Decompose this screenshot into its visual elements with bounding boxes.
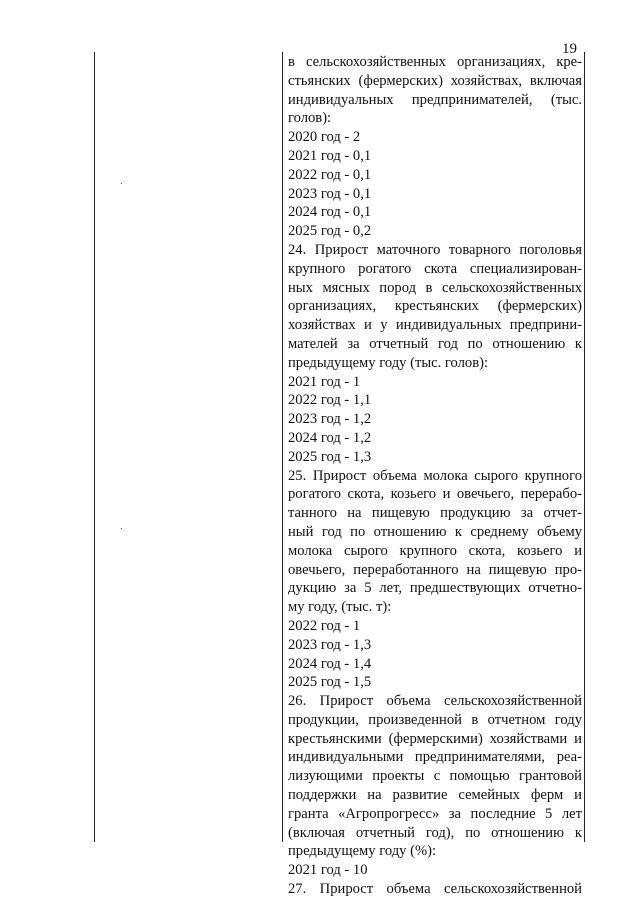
text-line: мателей за отчетный год по отношению к xyxy=(288,335,582,352)
text-line: крестьянскими (фермерскими) хозяйствами и xyxy=(288,730,582,747)
indicator-text-column xyxy=(288,53,582,899)
text-line: 2022 год - 1,1 xyxy=(288,392,372,409)
text-line: ный год по отношению к среднему объему xyxy=(288,523,582,540)
text-line: 2025 год - 0,2 xyxy=(288,223,372,240)
text-line: 2021 год - 0,1 xyxy=(288,147,372,164)
table-border-right xyxy=(584,52,585,842)
text-line: крупного рогатого скота специализирован- xyxy=(288,260,582,277)
text-line: 24. Прирост маточного товарного поголовья xyxy=(288,241,582,258)
text-line: индивидуальными предпринимателями, реа- xyxy=(288,749,582,766)
scan-speck xyxy=(121,528,122,529)
page-number: 19 xyxy=(562,41,577,57)
scan-speck xyxy=(121,183,122,184)
text-line: в сельскохозяйственных организациях, кре- xyxy=(288,54,582,70)
text-line: 2020 год - 2 xyxy=(288,129,361,146)
text-line: предыдущему году (%): xyxy=(288,843,437,860)
text-line: продукции, произведенной в отчетном году xyxy=(288,711,582,728)
text-line: организациях, крестьянских (фермерских) xyxy=(288,298,582,315)
text-line: 2023 год - 1,3 xyxy=(288,636,372,653)
text-line: 2024 год - 1,2 xyxy=(288,429,372,446)
text-line: 2025 год - 1,5 xyxy=(288,674,372,691)
text-line: 2023 год - 0,1 xyxy=(288,185,372,202)
text-line: 2021 год - 10 xyxy=(288,862,368,879)
text-line: 2024 год - 1,4 xyxy=(288,655,372,672)
text-line: лизующими проекты с помощью грантовой xyxy=(288,768,582,785)
text-line: овечьего, переработанного на пищевую про- xyxy=(288,561,582,578)
text-line: рогатого скота, козьего и овечьего, перерабо- xyxy=(288,486,582,503)
text-line: 2021 год - 1 xyxy=(288,373,361,390)
text-line: голов): xyxy=(288,110,332,127)
table-border-left xyxy=(94,52,95,842)
text-line: му году, (тыс. т): xyxy=(288,599,392,616)
text-line: поддержки на развитие семейных ферм и xyxy=(288,787,582,804)
text-line: дукцию за 5 лет, предшествующих отчетно- xyxy=(288,580,582,597)
table-column-divider xyxy=(282,52,283,842)
text-line: танного на пищевую продукцию за отчет- xyxy=(288,505,582,522)
text-line: 2022 год - 0,1 xyxy=(288,166,372,183)
text-line: стьянских (фермерских) хозяйствах, включая xyxy=(288,72,582,89)
text-line: (включая отчетный год), по отношению к xyxy=(288,824,582,841)
text-line: 25. Прирост объема молока сырого крупного xyxy=(288,467,582,484)
text-line: предыдущему году (тыс. голов): xyxy=(288,354,489,371)
text-line: гранта «Агропрогресс» за последние 5 лет xyxy=(288,805,582,822)
text-line: индивидуальных предпринимателей, (тыс. xyxy=(288,91,582,108)
text-line: 27. Прирост объема сельскохозяйственной xyxy=(288,881,582,898)
text-line: 26. Прирост объема сельскохозяйственной xyxy=(288,693,582,710)
text-line: ных мясных пород в сельскохозяйственных xyxy=(288,279,582,296)
text-line: 2024 год - 0,1 xyxy=(288,204,372,221)
text-line: 2023 год - 1,2 xyxy=(288,411,372,428)
text-line: молока сырого крупного скота, козьего и xyxy=(288,542,582,559)
text-line: 2025 год - 1,3 xyxy=(288,448,372,465)
text-line: хозяйствах и у индивидуальных предприни- xyxy=(288,317,582,334)
text-line: 2022 год - 1 xyxy=(288,617,361,634)
